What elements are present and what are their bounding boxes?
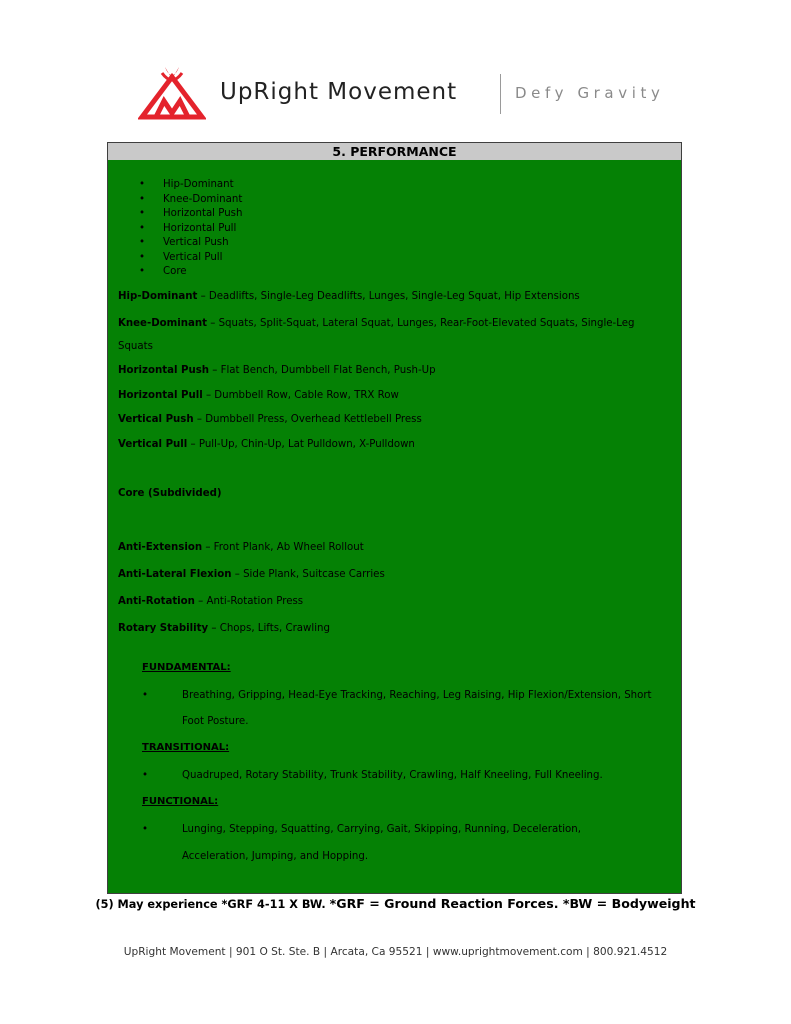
level-heading-functional: FUNCTIONAL: bbox=[142, 796, 219, 807]
bullet-icon: • bbox=[142, 770, 149, 781]
movement-vertical-pull: Vertical Pull – Pull-Up, Chin-Up, Lat Pulldown, X-Pulldown bbox=[118, 439, 415, 450]
core-heading: Core (Subdivided) bbox=[118, 488, 222, 499]
movement-horizontal-pull: Horizontal Pull – Dumbbell Row, Cable Row, TRX Row bbox=[118, 390, 399, 401]
category-list bbox=[139, 178, 242, 280]
movement-horizontal-push: Horizontal Push – Flat Bench, Dumbbell Flat Bench, Push-Up bbox=[118, 365, 436, 376]
bullet-icon: • bbox=[139, 193, 146, 205]
bullet-icon: • bbox=[142, 824, 149, 835]
category-item: • Horizontal Push bbox=[139, 207, 242, 222]
footnote: (5) May experience *GRF 4-11 X BW. *GRF = Ground Reaction Forces. *BW = Bodyweight bbox=[95, 896, 696, 911]
core-anti-extension: Anti-Extension – Front Plank, Ab Wheel Rollout bbox=[118, 542, 364, 553]
core-anti-rotation: Anti-Rotation – Anti-Rotation Press bbox=[118, 596, 304, 607]
bullet-icon: • bbox=[142, 690, 149, 701]
upright-movement-logo bbox=[138, 63, 206, 121]
performance-panel bbox=[107, 160, 682, 894]
category-item: • Vertical Push bbox=[139, 236, 242, 251]
category-item: • Knee-Dominant bbox=[139, 193, 242, 208]
movement-knee-dominant-cont: Squats bbox=[118, 341, 153, 352]
movement-hip-dominant: Hip-Dominant – Deadlifts, Single-Leg Deadlifts, Lunges, Single-Leg Squat, Hip Extensions bbox=[118, 291, 580, 302]
movement-vertical-push: Vertical Push – Dumbbell Press, Overhead Kettlebell Press bbox=[118, 414, 422, 425]
level-item-functional-cont: Acceleration, Jumping, and Hopping. bbox=[182, 851, 369, 862]
level-item-transitional: • Quadruped, Rotary Stability, Trunk Stability, Crawling, Half Kneeling, Full Kneeling. bbox=[142, 770, 603, 781]
header-divider bbox=[500, 74, 501, 114]
level-heading-fundamental: FUNDAMENTAL: bbox=[142, 662, 231, 673]
category-item: • Horizontal Pull bbox=[139, 222, 242, 237]
bullet-icon: • bbox=[139, 237, 146, 248]
category-item: • Hip-Dominant bbox=[139, 178, 242, 193]
bullet-icon: • bbox=[139, 251, 146, 263]
core-anti-lateral-flexion: Anti-Lateral Flexion – Side Plank, Suitcase Carries bbox=[118, 569, 385, 580]
level-item-fundamental-cont: Foot Posture. bbox=[182, 716, 249, 727]
level-heading-transitional: TRANSITIONAL: bbox=[142, 742, 230, 753]
bullet-icon: • bbox=[139, 208, 146, 219]
page-footer: UpRight Movement | 901 O St. Ste. B | Arcata, Ca 95521 | www.uprightmovement.com | 800.921.4512 bbox=[123, 946, 668, 958]
category-item: • Vertical Pull bbox=[139, 251, 242, 266]
level-item-fundamental: • Breathing, Gripping, Head-Eye Tracking, Reaching, Leg Raising, Hip Flexion/Extension, Short bbox=[142, 690, 652, 701]
category-item: • Core bbox=[139, 265, 242, 280]
bullet-icon: • bbox=[139, 266, 146, 277]
tagline: Defy Gravity bbox=[515, 84, 665, 102]
level-item-functional: • Lunging, Stepping, Squatting, Carrying, Gait, Skipping, Running, Deceleration, bbox=[142, 824, 581, 835]
core-rotary-stability: Rotary Stability – Chops, Lifts, Crawling bbox=[118, 623, 330, 634]
movement-knee-dominant: Knee-Dominant – Squats, Split-Squat, Lateral Squat, Lunges, Rear-Foot-Elevated Squats, Single-Leg bbox=[118, 318, 635, 329]
bullet-icon: • bbox=[139, 222, 146, 234]
brand-name: UpRight Movement bbox=[220, 79, 458, 105]
bullet-icon: • bbox=[139, 179, 146, 190]
section-title: 5. PERFORMANCE bbox=[107, 142, 682, 161]
